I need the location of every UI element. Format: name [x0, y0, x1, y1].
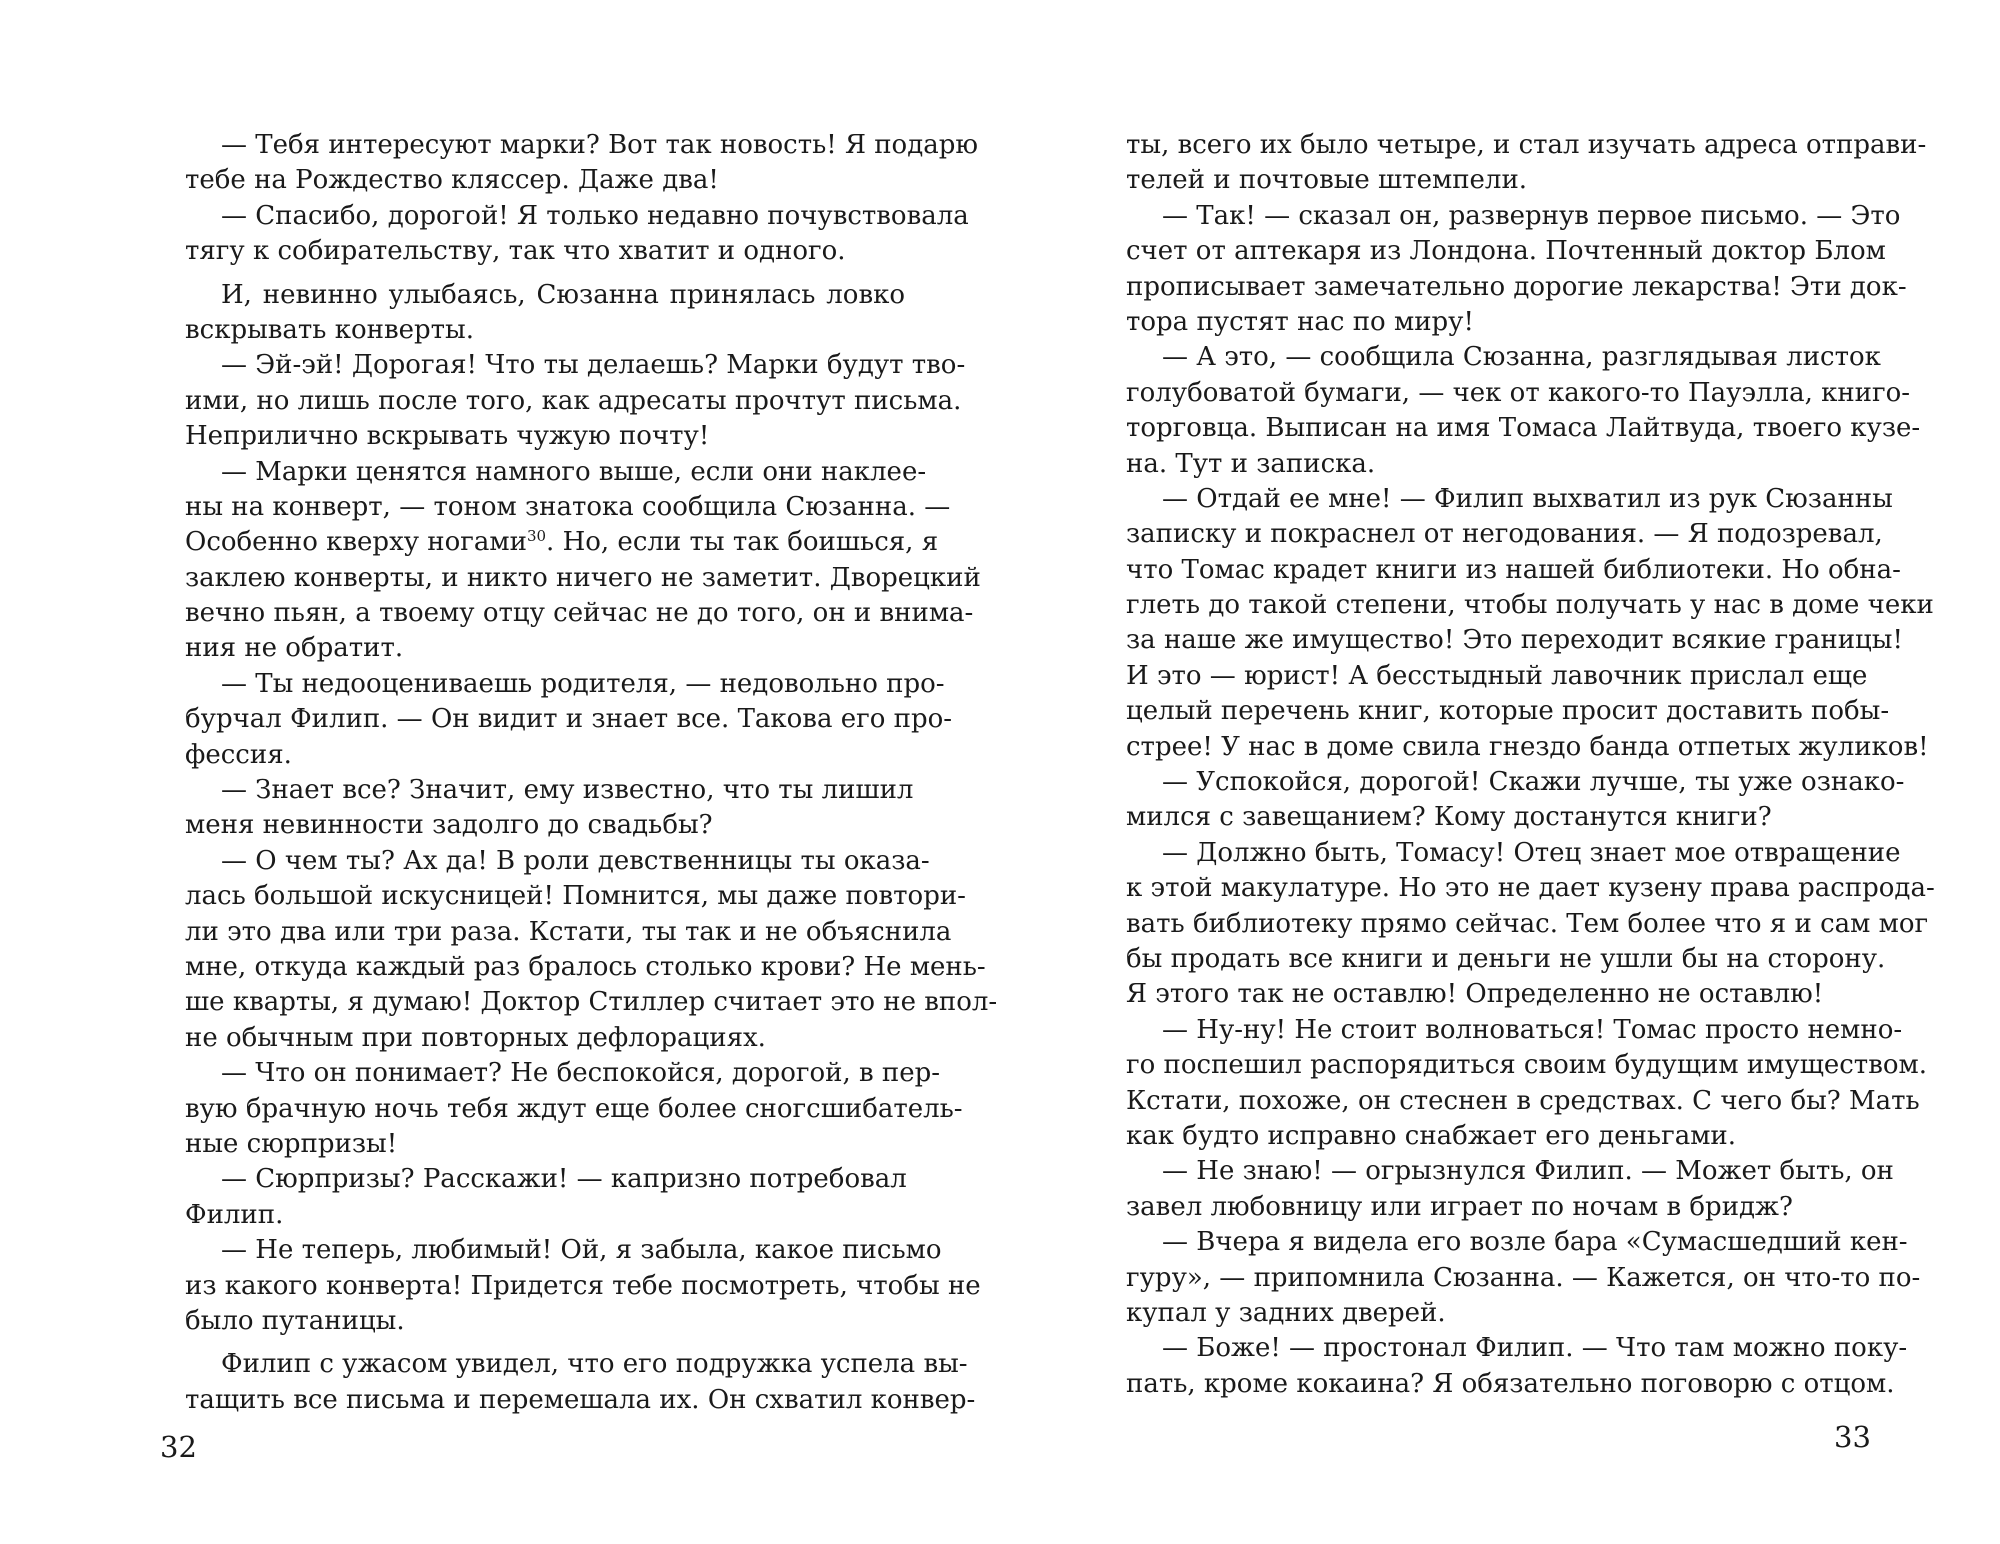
text-line: стрее! У нас в доме свила гнездо банда отпетых жуликов! [1126, 731, 1929, 762]
text-line: не обычным при повторных дефлорациях. [185, 1022, 766, 1053]
text-line: счет от аптекаря из Лондона. Почтенный доктор Блом [1126, 236, 1886, 267]
text-line: — Успокойся, дорогой! Скажи лучше, ты уже ознако- [1162, 767, 1905, 798]
text-line: — А это, — сообщила Сюзанна, разглядывая листок [1162, 342, 1881, 373]
text-line: на. Тут и записка. [1126, 448, 1376, 479]
text-line: Филип. [185, 1199, 284, 1230]
text-line: И, невинно улыбаясь, Сюзанна принялась ловко [221, 279, 905, 310]
text-line: — Ну-ну! Не стоит волноваться! Томас просто немно- [1162, 1014, 1903, 1045]
text-line: бурчал Филип. — Он видит и знает все. Такова его про- [185, 704, 953, 735]
footnote-marker[interactable]: 30 [526, 527, 547, 546]
text-line: — Эй-эй! Дорогая! Что ты делаешь? Марки будут тво- [221, 350, 966, 381]
left-page [185, 128, 998, 1418]
text-line: — Вчера я видела его возле бара «Сумасшедший кен- [1162, 1227, 1908, 1258]
text-line: голубоватой бумаги, — чек от какого-то Пауэлла, книго- [1126, 377, 1911, 408]
text-line: ны на конверт, — тоном знатока сообщила Сюзанна. — [185, 491, 951, 522]
text-line: к этой макулатуре. Но это не дает кузену права распрода- [1126, 873, 1935, 904]
text-line: — Спасибо, дорогой! Я только недавно почувствовала [221, 200, 969, 231]
text-line: записку и покраснел от негодования. — Я подозревал, [1126, 519, 1883, 550]
text-line: завел любовницу или играет по ночам в бридж? [1126, 1191, 1793, 1222]
text-line: Неприлично вскрывать чужую почту! [185, 421, 710, 452]
text-line: го поспешил распорядиться своим будущим имуществом. [1126, 1050, 1927, 1081]
text-line: фессия. [185, 739, 292, 770]
text-line: ные сюрпризы! [185, 1128, 398, 1159]
text-line: целый перечень книг, которые просит доставить побы- [1126, 696, 1890, 727]
text-line: — Что он понимает? Не беспокойся, дорогой, в пер- [221, 1058, 941, 1089]
text-line: как будто исправно снабжает его деньгами. [1126, 1120, 1737, 1151]
text-line: торговца. Выписан на имя Томаса Лайтвуда, твоего кузе- [1126, 413, 1921, 444]
text-line: тора пустят нас по миру! [1126, 306, 1474, 337]
text-line: телей и почтовые штемпели. [1126, 165, 1528, 196]
text-line: пать, кроме кокаина? Я обязательно поговорю с отцом. [1126, 1368, 1895, 1399]
page-number-left: 32 [160, 1430, 197, 1464]
page-number-right: 33 [1834, 1420, 1871, 1454]
text-line: — Марки ценятся намного выше, если они наклее- [221, 456, 927, 487]
text-line: Особенно кверху ногами$^{30}$. Но, если ты так боишься, я [185, 527, 939, 558]
text-line: мился с завещанием? Кому достанутся книги? [1126, 802, 1772, 833]
text-line: ты, всего их было четыре, и стал изучать адреса отправи- [1126, 130, 1927, 160]
text-line: — О чем ты? Ах да! В роли девственницы ты оказа- [221, 845, 930, 876]
text-line: — Сюрпризы? Расскажи! — капризно потребовал [221, 1164, 907, 1195]
right-page [1126, 128, 1935, 1402]
text-line: ли это два или три раза. Кстати, ты так и не объяснила [185, 916, 952, 947]
text-line: тебе на Рождество кляссер. Даже два! [185, 165, 719, 196]
text-line: — Тебя интересуют марки? Вот так новость! Я подарю [221, 130, 978, 160]
text-line: тягу к собирательству, так что хватит и одного. [185, 236, 846, 267]
text-line: купал у задних дверей. [1126, 1297, 1446, 1328]
text-line: было путаницы. [185, 1305, 405, 1336]
text-line: глеть до такой степени, чтобы получать у нас в доме чеки [1126, 590, 1934, 621]
text-line: Я этого так не оставлю! Определенно не оставлю! [1126, 979, 1824, 1010]
text-line: — Знает все? Значит, ему известно, что ты лишил [221, 775, 914, 806]
text-line: вать библиотеку прямо сейчас. Тем более что я и сам мог [1126, 908, 1929, 939]
text-line: — Боже! — простонал Филип. — Что там можно поку- [1162, 1333, 1908, 1364]
text-line: мне, откуда каждый раз бралось столько крови? Не мень- [185, 951, 986, 982]
text-line: из какого конверта! Придется тебе посмотреть, чтобы не [185, 1270, 981, 1301]
text-line: лась большой искусницей! Помнится, мы даже повтори- [185, 881, 966, 912]
text-line: — Не теперь, любимый! Ой, я забыла, какое письмо [221, 1235, 942, 1266]
text-line: И это — юрист! А бесстыдный лавочник прислал еще [1126, 660, 1868, 691]
text-line: — Ты недооцениваешь родителя, — недовольно про- [221, 668, 945, 699]
text-line: прописывает замечательно дорогие лекарства! Эти док- [1126, 271, 1907, 302]
text-line: Филип с ужасом увидел, что его подружка успела вы- [221, 1349, 968, 1380]
text-line: заклею конверты, и никто ничего не заметит. Дворецкий [185, 562, 981, 593]
text-line: вскрывать конверты. [185, 314, 474, 345]
text-line: Кстати, похоже, он стеснен в средствах. С чего бы? Мать [1126, 1085, 1920, 1116]
text-line: вую брачную ночь тебя ждут еще более сногсшибатель- [185, 1093, 963, 1124]
text-line: — Так! — сказал он, развернув первое письмо. — Это [1162, 200, 1901, 231]
text-line: тащить все письма и перемешала их. Он схватил конвер- [185, 1384, 976, 1415]
text-line: меня невинности задолго до свадьбы? [185, 810, 713, 841]
text-line: гуру», — припомнила Сюзанна. — Кажется, он что-то по- [1126, 1262, 1921, 1293]
text-line: вечно пьян, а твоему отцу сейчас не до того, он и внима- [185, 598, 974, 629]
text-line: — Должно быть, Томасу! Отец знает мое отвращение [1162, 837, 1901, 868]
text-line: — Не знаю! — огрызнулся Филип. — Может быть, он [1162, 1156, 1894, 1187]
text-line: ния не обратит. [185, 633, 404, 664]
text-line: — Отдай ее мне! — Филип выхватил из рук Сюзанны [1162, 483, 1893, 514]
text-line: ше кварты, я думаю! Доктор Стиллер считает это не впол- [185, 987, 998, 1018]
text-line: что Томас крадет книги из нашей библиотеки. Но обна- [1126, 554, 1901, 585]
text-line: бы продать все книги и деньги не ушли бы на сторону. [1126, 943, 1886, 974]
text-line: ими, но лишь после того, как адресаты прочтут письма. [185, 385, 962, 416]
text-line: за наше же имущество! Это переходит всякие границы! [1126, 625, 1903, 656]
